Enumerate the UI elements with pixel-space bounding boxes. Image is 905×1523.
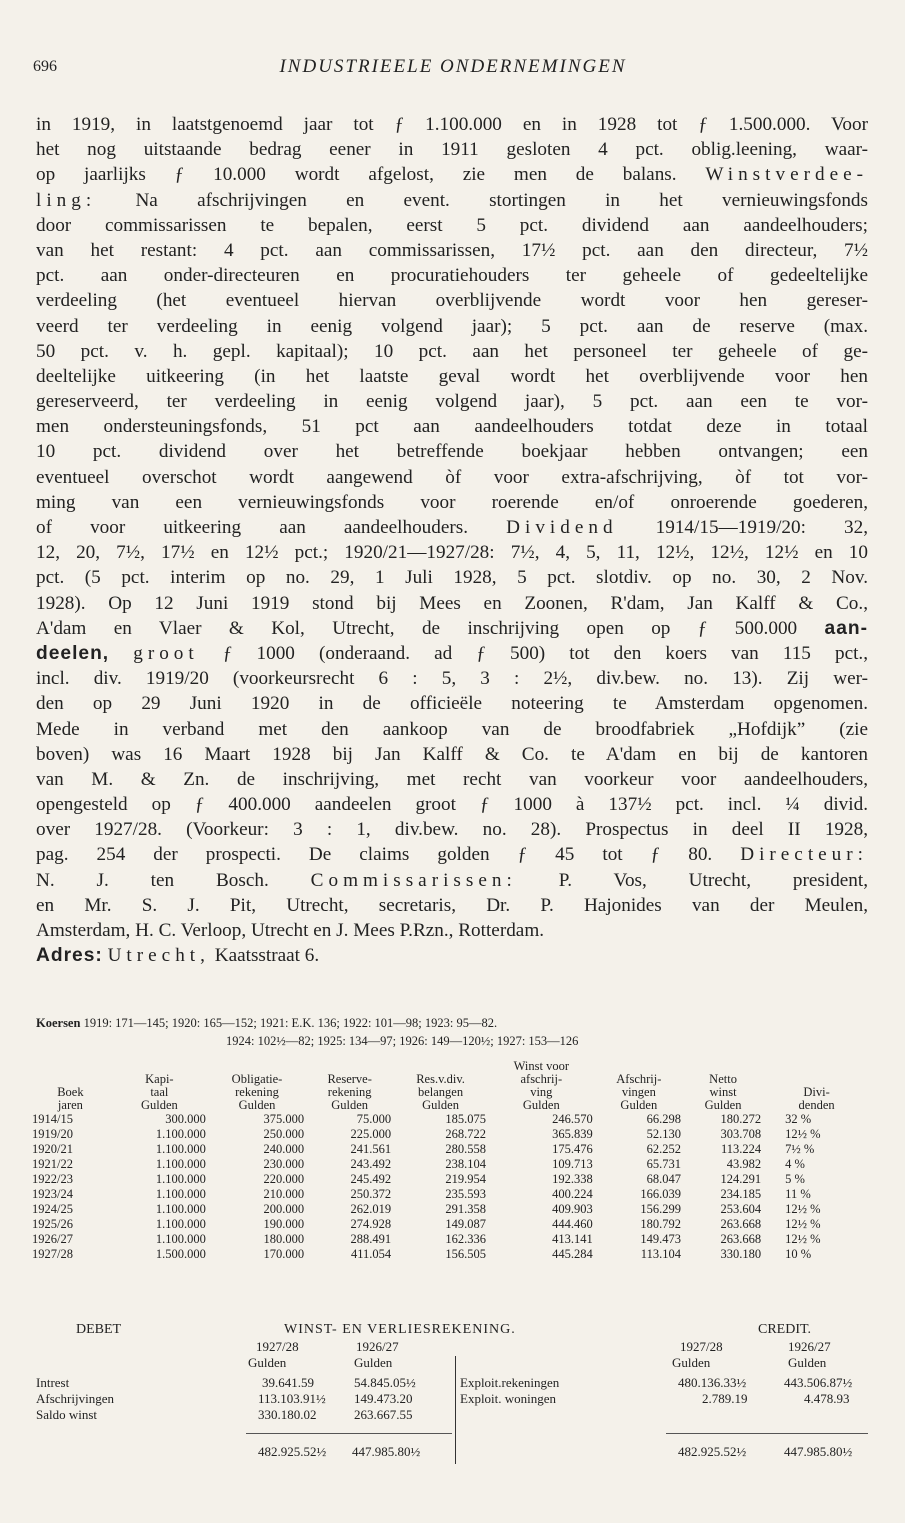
text-line: over 1927/28. (Voorkeur: 3 : 1, div.bew. no. 28). Prospectus in deel II 1928, [36, 819, 868, 841]
table-cell: 413.141 [552, 1232, 593, 1246]
text-line: op jaarlijks ƒ 10.000 wordt afgelost, zie men de balans. Winstverdee- [36, 164, 868, 186]
table-cell: 240.000 [263, 1142, 305, 1156]
table-row [30, 1217, 870, 1232]
text-line: van M. & Zn. de inschrijving, met recht van voorkeur voor aandeelhouders, [36, 768, 868, 790]
table-cell: 253.604 [720, 1202, 762, 1216]
text-line: Adres: Utrecht, Kaatsstraat 6. [36, 945, 320, 967]
text-line: deelen, groot ƒ 1000 (onderaand. ad ƒ 500) tot den koers van 115 pct., [36, 642, 868, 664]
pl-total: 482.925.52½ [678, 1444, 747, 1459]
table-cell: 11 % [785, 1187, 811, 1201]
table-cell: 156.299 [640, 1202, 681, 1216]
text-line: en Mr. S. J. Pit, Utrecht, secretaris, Dr. P. Hajonides van der Meulen, [36, 894, 868, 916]
column-header: Reserve- [327, 1072, 372, 1086]
text-line: pct. aan onder-directeuren en procuratiehouders ter geheele of gedeeltelijke [36, 265, 868, 287]
table-cell: 263.668 [720, 1232, 762, 1246]
column-header: Divi- [803, 1085, 830, 1099]
table-cell: 52.130 [646, 1127, 681, 1141]
column-header: rekening [327, 1085, 372, 1099]
table-cell: 262.019 [350, 1202, 392, 1216]
pl-label: Exploit.rekeningen [460, 1375, 560, 1390]
table-cell: 162.336 [445, 1232, 486, 1246]
profit-loss-statement: DEBET WINST- EN VERLIESREKENING. CREDIT. 1927/28 1926/27 1927/28 1926/27 Gulden Gulden Gulden Gulden Intrest 39.641.59 54.845.05½ Afschrijvingen 113.103.91½ 149.473.20 Saldo winst 330.180.02 263.667.55 Exploit.rekeningen 480.136.33½ 443.506.87½ Exploit. woningen 2.789.19 4.478.93 482.925.52½ 447.985.80½ 482.925.52½ 447.985.80½ [36, 1322, 868, 1462]
table-row [30, 1157, 870, 1172]
table-cell: 400.224 [552, 1187, 593, 1201]
table-cell: 1924/25 [32, 1202, 73, 1216]
table-cell: 246.570 [552, 1112, 593, 1126]
text-line: door commissarissen te bepalen, eerst 5 pct. dividend aan aandeelhouders; [36, 214, 868, 236]
table-row [30, 1187, 870, 1202]
divider [666, 1433, 868, 1434]
pl-total: 447.985.80½ [352, 1444, 421, 1459]
column-header: Boek [57, 1085, 84, 1099]
table-row [30, 1127, 870, 1142]
page-header [33, 52, 873, 82]
table-cell: 243.492 [350, 1157, 392, 1171]
table-cell: 300.000 [165, 1112, 206, 1126]
table-cell: 220.000 [263, 1172, 305, 1186]
debet-heading: DEBET [76, 1322, 122, 1337]
column-header: Gulden [140, 1098, 178, 1112]
column-header: belangen [417, 1085, 464, 1099]
text-line: van het restant: 4 pct. aan commissarissen, 17½ pct. aan den directeur, 7½ [36, 239, 868, 261]
table-cell: 109.713 [552, 1157, 593, 1171]
table-cell: 170.000 [263, 1247, 305, 1261]
column-header: ving [530, 1085, 553, 1099]
table-cell: 234.185 [720, 1187, 762, 1201]
table-cell: 1.100.000 [155, 1172, 206, 1186]
table-cell: 149.473 [640, 1232, 681, 1246]
table-cell: 1914/15 [32, 1112, 73, 1126]
table-cell: 238.104 [445, 1157, 486, 1171]
table-cell: 65.731 [646, 1157, 681, 1171]
table-cell: 1926/27 [32, 1232, 73, 1246]
table-cell: 200.000 [263, 1202, 305, 1216]
text-line: ming van een vernieuwingsfonds voor roerende en/of onroerende goederen, [36, 491, 868, 513]
text-line: pag. 254 der prospecti. De claims golden ƒ 45 tot ƒ 80. Directeur: [36, 844, 868, 866]
column-header: Netto [709, 1072, 737, 1086]
text-line: men ondersteuningsfonds, 51 pct aan aandeelhouders totdat deze in totaal [36, 416, 868, 438]
column-header: winst [709, 1085, 737, 1099]
pl-label: Intrest [36, 1375, 70, 1390]
table-cell: 444.460 [552, 1217, 593, 1231]
page-number: 696 [33, 58, 57, 75]
pl-label: Exploit. woningen [460, 1391, 557, 1406]
text-line: den op 29 Juni 1920 in de officieële noteering te Amsterdam opgenomen. [36, 693, 868, 715]
table-cell: 1919/20 [32, 1127, 73, 1141]
table-cell: 210.000 [263, 1187, 305, 1201]
table-row [30, 1112, 870, 1127]
table-cell: 303.708 [720, 1127, 762, 1141]
table-cell: 1927/28 [32, 1247, 73, 1261]
bold-term: deelen, [36, 642, 110, 664]
table-cell: 1.100.000 [155, 1127, 206, 1141]
column-header: taal [150, 1085, 169, 1099]
text-line: pct. (5 pct. interim op no. 29, 1 Juli 1928, 5 pct. slotdiv. op no. 30, 2 Nov. [36, 567, 868, 589]
table-cell: 411.054 [351, 1247, 392, 1261]
pl-label: Afschrijvingen [36, 1391, 114, 1406]
table-cell: 409.903 [552, 1202, 593, 1216]
table-cell: 280.558 [445, 1142, 486, 1156]
table-cell: 268.722 [445, 1127, 486, 1141]
page-title: INDUSTRIEELE ONDERNEMINGEN [279, 56, 627, 77]
text-line: incl. div. 1919/20 (voorkeursrecht 6 : 5, 3 : 2½, div.bew. no. 13). Zij wer- [36, 668, 868, 690]
pl-title: WINST- EN VERLIESREKENING. [284, 1322, 516, 1337]
table-cell: 180.000 [263, 1232, 305, 1246]
table-cell: 1.100.000 [155, 1142, 206, 1156]
section-heading: Directeur: [740, 844, 868, 866]
table-cell: 263.668 [720, 1217, 762, 1231]
column-header: Gulden [331, 1098, 369, 1112]
column-header: Kapi- [145, 1072, 174, 1086]
table-cell: 1922/23 [32, 1172, 73, 1186]
text-line: A'dam en Vlaer & Kol, Utrecht, de inschrijving open op ƒ 500.000 aan- [36, 617, 868, 639]
column-header: Res.v.div. [416, 1072, 465, 1086]
table-header-row [30, 1099, 870, 1112]
column-header: Winst voor [513, 1059, 570, 1073]
table-cell: 124.291 [720, 1172, 762, 1186]
table-cell: 241.561 [350, 1142, 392, 1156]
table-row [30, 1142, 870, 1157]
text-line: opengesteld op ƒ 400.000 aandeelen groot ƒ 1000 à 137½ pct. incl. ¼ divid. [36, 794, 868, 816]
text-line: eventueel overschot wordt aangewend òf voor extra-afschrijving, òf tot vor- [36, 466, 868, 488]
table-cell: 12½ % [785, 1232, 821, 1246]
table-cell: 274.928 [350, 1217, 392, 1231]
table-cell: 1.100.000 [155, 1187, 206, 1201]
table-cell: 235.593 [445, 1187, 486, 1201]
table-cell: 225.000 [350, 1127, 392, 1141]
table-cell: 185.075 [445, 1112, 486, 1126]
table-cell: 175.476 [552, 1142, 593, 1156]
section-heading: ling: [36, 189, 97, 211]
column-header: rekening [235, 1085, 279, 1099]
column-header: denden [798, 1098, 835, 1112]
table-cell: 1921/22 [32, 1157, 73, 1171]
table-cell: 330.180 [720, 1247, 762, 1261]
text-line: of voor uitkeering aan aandeelhouders. Dividend 1914/15—1919/20: 32, [36, 517, 868, 538]
table-cell: 5 % [785, 1172, 805, 1186]
column-header: Gulden [522, 1098, 560, 1112]
table-cell: 180.792 [640, 1217, 681, 1231]
table-cell: 62.252 [646, 1142, 681, 1156]
table-cell: 291.358 [445, 1202, 486, 1216]
text-line: ling: Na afschrijvingen en event. stortingen in het vernieuwingsfonds [36, 189, 868, 211]
column-header: Gulden [238, 1098, 276, 1112]
text-line: N. J. ten Bosch. Commissarissen: P. Vos, Utrecht, president, [36, 869, 868, 891]
text-line: 12, 20, 7½, 17½ en 12½ pct.; 1920/21—1927/28: 7½, 4, 5, 11, 12½, 12½, 12½ en 10 [36, 542, 868, 564]
table-cell: 4 % [785, 1157, 805, 1171]
table-row [30, 1247, 870, 1262]
table-cell: 219.954 [445, 1172, 486, 1186]
table-cell: 1.100.000 [155, 1217, 206, 1231]
table-cell: 113.224 [720, 1142, 762, 1156]
table-cell: 12½ % [785, 1127, 821, 1141]
column-header: vingen [621, 1085, 656, 1099]
table-cell: 1.100.000 [155, 1202, 206, 1216]
koersen-block: Koersen 1919: 171—145; 1920: 165—152; 1921: E.K. 136; 1922: 101—98; 1923: 95—82. 1924: 102½—82; 1925: 134—97; 1926: 149—120½; 1927: 153—126 [36, 1016, 579, 1048]
text-line: deeltelijke uitkeering (in het laatste geval wordt het overblijvende voor hen [36, 365, 868, 387]
table-cell: 1.100.000 [155, 1232, 206, 1246]
section-heading: Winstverdee- [705, 164, 868, 186]
pl-total: 482.925.52½ [258, 1444, 327, 1459]
table-cell: 250.000 [263, 1127, 305, 1141]
column-header [763, 1060, 870, 1073]
section-heading: Dividend [506, 517, 618, 538]
pl-total: 447.985.80½ [784, 1444, 853, 1459]
table-cell: 365.839 [552, 1127, 593, 1141]
column-header [30, 1060, 111, 1073]
table-cell: 190.000 [263, 1217, 305, 1231]
table-cell: 192.338 [552, 1172, 593, 1186]
koersen-label: Koersen [36, 1016, 81, 1030]
table-row [30, 1202, 870, 1217]
table-cell: 68.047 [646, 1172, 681, 1186]
text-line: Amsterdam, H. C. Verloop, Utrecht en J. Mees P.Rzn., Rotterdam. [36, 920, 545, 941]
table-cell: 166.039 [640, 1187, 681, 1201]
financial-table [30, 1060, 870, 1262]
table-cell: 1925/26 [32, 1217, 73, 1231]
table-cell: 10 % [785, 1247, 812, 1261]
column-header: Afschrij- [616, 1072, 662, 1086]
table-cell: 43.982 [726, 1157, 762, 1171]
table-row [30, 1172, 870, 1187]
address-label: Adres: [36, 945, 103, 967]
column-header: jaren [57, 1098, 83, 1112]
table-cell: 66.298 [646, 1112, 681, 1126]
column-header: Gulden [620, 1098, 658, 1112]
table-cell: 7½ % [785, 1142, 815, 1156]
credit-heading: CREDIT. [758, 1322, 812, 1337]
table-cell: 180.272 [720, 1112, 762, 1126]
bold-term: aan- [824, 617, 868, 639]
text-line: gereserveerd, ter verdeeling in eenig volgend jaar), 5 pct. aan een te vor- [36, 391, 868, 413]
section-heading: Commissarissen: [310, 869, 517, 891]
text-line: het nog uitstaande bedrag eener in 1911 gesloten 4 pct. oblig.leening, waar- [36, 139, 868, 161]
table-cell: 445.284 [552, 1247, 593, 1261]
table-cell: 113.104 [640, 1247, 681, 1261]
table-cell: 1923/24 [32, 1187, 73, 1201]
table-cell: 250.372 [350, 1187, 392, 1201]
table-cell: 75.000 [356, 1112, 392, 1126]
table-cell: 288.491 [350, 1232, 392, 1246]
table-cell: 1920/21 [32, 1142, 73, 1156]
text-line: verdeeling (het eventueel hiervan overblijvende wordt voor hen gereser- [36, 290, 868, 312]
text-line: Mede in verband met den aankoop van de broodfabriek „Hofdijk” (zie [36, 718, 868, 740]
text-line: 1928). Op 12 Juni 1919 stond bij Mees en Zoonen, R'dam, Jan Kalff & Co., [36, 592, 868, 614]
table-cell: 156.505 [445, 1247, 486, 1261]
text-line: veerd ter verdeeling in eenig volgend jaar); 5 pct. aan de reserve (max. [36, 315, 868, 337]
table-cell: 230.000 [263, 1157, 305, 1171]
body-text [36, 112, 868, 968]
table-cell: 245.492 [350, 1172, 392, 1186]
table-cell: 1.500.000 [155, 1247, 206, 1261]
divider [455, 1356, 456, 1464]
column-header: Gulden [422, 1098, 459, 1112]
table-cell: 1.100.000 [155, 1157, 206, 1171]
divider [246, 1433, 452, 1434]
table-row [30, 1232, 870, 1247]
column-header: afschrij- [520, 1072, 563, 1086]
table-cell: 12½ % [785, 1217, 821, 1231]
table-cell: 375.000 [263, 1112, 305, 1126]
column-header: Obligatie- [231, 1072, 283, 1086]
table-cell: 32 % [785, 1112, 812, 1126]
text-line: in 1919, in laatstgenoemd jaar tot ƒ 1.100.000 en in 1928 tot ƒ 1.500.000. Voor [36, 114, 868, 135]
pl-label: Saldo winst [36, 1407, 98, 1422]
text-line: 50 pct. v. h. gepl. kapitaal); 10 pct. aan het personeel ter geheele of ge- [36, 340, 868, 362]
table-cell: 12½ % [785, 1202, 821, 1216]
column-header: Gulden [704, 1098, 742, 1112]
text-line: boven) was 16 Maart 1928 bij Jan Kalff & Co. te A'dam en bij de kantoren [36, 743, 868, 765]
table-cell: 149.087 [445, 1217, 486, 1231]
text-line: 10 pct. dividend over het betreffende boekjaar hebben ontvangen; een [36, 441, 868, 463]
